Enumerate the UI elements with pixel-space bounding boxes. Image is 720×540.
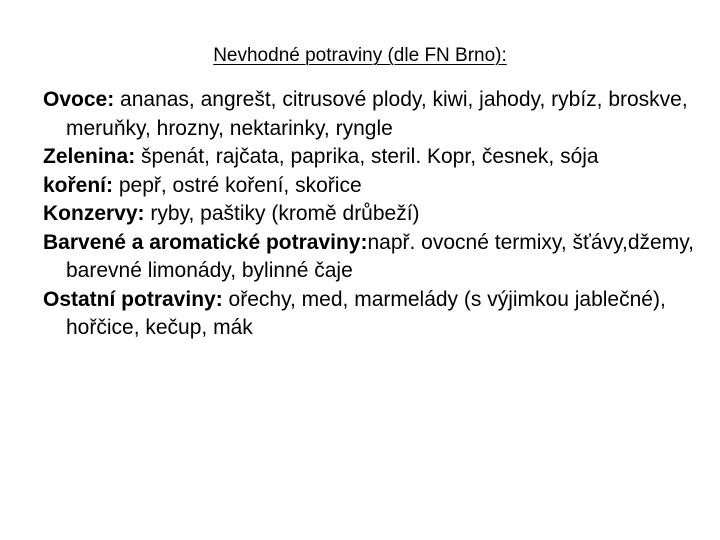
item-label: Ostatní potraviny: [43, 287, 223, 311]
item-label: Ovoce: [43, 88, 115, 111]
list-item-barvene [43, 229, 698, 286]
item-text: ananas, angrešt, citrusové plody, kiwi, jahody, rybíz, broskve, meruňky, hrozny, nektarinky, ryngle [66, 88, 688, 140]
list-item-zelenina [43, 143, 698, 172]
item-label: koření: [43, 173, 114, 197]
item-label: Zelenina: [43, 145, 136, 168]
item-text: ryby, paštiky (kromě drůbeží) [144, 202, 420, 225]
list-item-koreni [43, 172, 698, 201]
item-text: např. ovocné termixy, šťávy,džemy, barevné limonády, bylinné čaje [66, 230, 694, 282]
item-text: pepř, ostré koření, skořice [113, 173, 362, 197]
item-text: špenát, rajčata, paprika, steril. Kopr, česnek, sója [135, 145, 599, 168]
slide-title: Nevhodné potraviny (dle FN Brno): [213, 45, 507, 66]
list-item-ovoce [43, 86, 698, 143]
list-item-ostatni [43, 286, 698, 343]
item-text: ořechy, med, marmelády (s výjimkou jablečné), hořčice, kečup, mák [66, 287, 666, 339]
item-label: Konzervy: [43, 202, 145, 225]
food-list [43, 86, 698, 343]
list-item-konzervy [43, 200, 698, 229]
item-label: Barvené a aromatické potraviny: [43, 230, 368, 254]
